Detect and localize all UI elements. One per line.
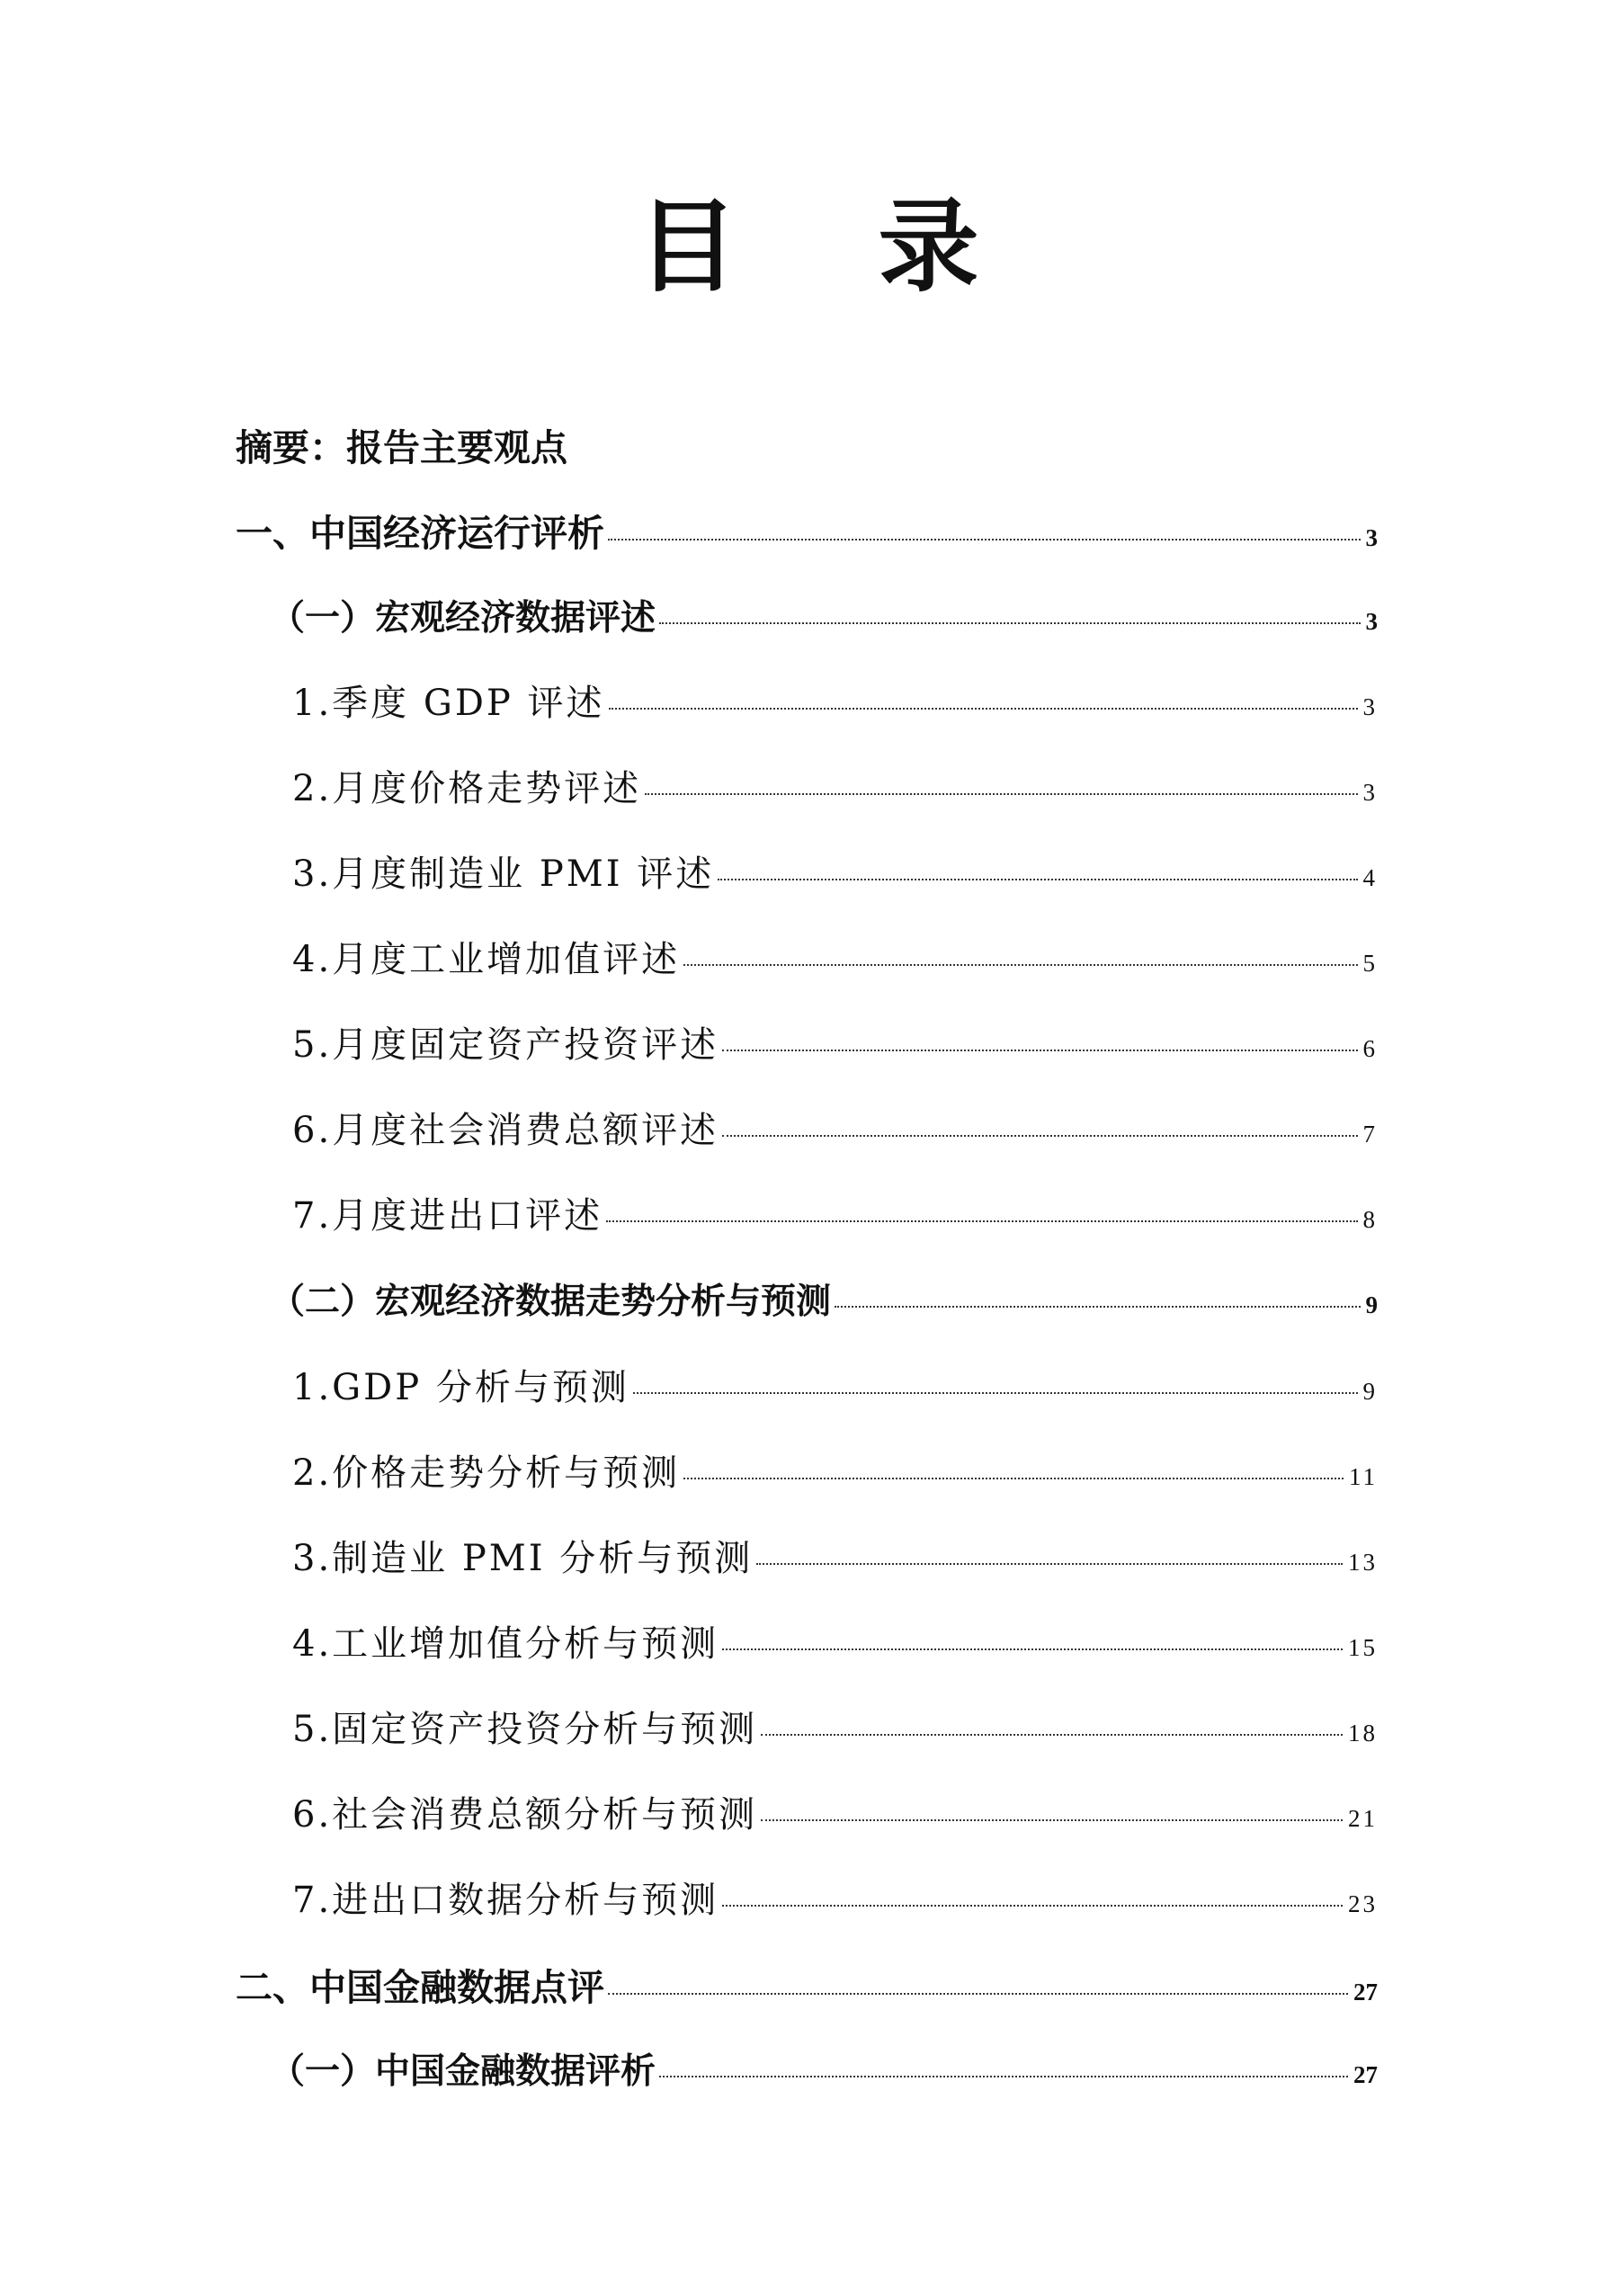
toc-page-number: 11	[1349, 1463, 1378, 1490]
toc-entry-label: 3.月度制造业 PMI 评述	[292, 853, 715, 895]
toc-entry[interactable]	[292, 1102, 1378, 1165]
toc-entry-label: （一）宏观经济数据评述	[270, 597, 656, 639]
toc-entry-label: 2.价格走势分析与预测	[292, 1452, 681, 1494]
toc-entry-summary[interactable]	[236, 418, 1378, 481]
toc-entry[interactable]	[236, 1958, 1378, 2021]
toc-entry[interactable]	[292, 1444, 1378, 1507]
toc-entry[interactable]	[292, 1615, 1378, 1678]
toc-page-number: 9	[1362, 1378, 1378, 1405]
toc-leader-dots	[659, 622, 1360, 624]
toc-leader-dots	[633, 1392, 1358, 1394]
toc-page-number: 15	[1348, 1634, 1378, 1661]
toc-leader-dots	[659, 2076, 1348, 2077]
toc-entry-label: 二、中国金融数据点评	[236, 1966, 604, 2009]
toc-page-number: 8	[1362, 1206, 1378, 1233]
toc-entry[interactable]	[292, 1187, 1378, 1250]
toc-entry-label: 6.月度社会消费总额评述	[292, 1110, 719, 1151]
toc-leader-dots	[835, 1306, 1360, 1308]
toc-leader-dots	[722, 1050, 1357, 1051]
toc-entry[interactable]	[292, 1872, 1378, 1934]
toc-page-number: 3	[1365, 608, 1378, 635]
toc-entry[interactable]	[292, 760, 1378, 823]
toc-leader-dots	[608, 539, 1361, 540]
toc-page-number: 7	[1362, 1121, 1378, 1148]
toc-entry[interactable]	[292, 675, 1378, 737]
toc-leader-dots	[608, 1993, 1348, 1995]
toc-entry[interactable]	[292, 1530, 1378, 1593]
toc-leader-dots	[756, 1563, 1343, 1565]
toc-entry-label: 5.月度固定资产投资评述	[292, 1024, 719, 1066]
toc-page-number: 27	[1353, 2061, 1378, 2088]
toc-page-number: 3	[1365, 524, 1378, 551]
toc-entry[interactable]	[292, 931, 1378, 994]
toc-entry-label: 4.工业增加值分析与预测	[292, 1623, 719, 1665]
toc-entry-label: （二）宏观经济数据走势分析与预测	[270, 1281, 832, 1322]
toc-entry[interactable]	[292, 1359, 1378, 1422]
toc-leader-dots	[683, 964, 1357, 966]
toc-page-number: 13	[1348, 1549, 1378, 1576]
table-of-contents	[0, 405, 1616, 2158]
toc-leader-dots	[722, 1648, 1343, 1650]
toc-entry[interactable]	[292, 1016, 1378, 1079]
toc-page-number: 9	[1365, 1291, 1378, 1318]
toc-entry[interactable]	[292, 1786, 1378, 1849]
toc-page-number: 18	[1348, 1720, 1378, 1747]
toc-leader-dots	[645, 793, 1357, 795]
toc-entry[interactable]	[292, 845, 1378, 908]
toc-page-number: 3	[1362, 779, 1378, 806]
toc-entry-label: 5.固定资产投资分析与预测	[292, 1709, 758, 1750]
toc-leader-dots	[609, 708, 1358, 710]
toc-leader-dots	[722, 1905, 1343, 1907]
toc-entry[interactable]	[270, 1273, 1378, 1336]
toc-entry-label: 一、中国经济运行评析	[236, 512, 604, 555]
page-title: 目 录	[637, 189, 979, 306]
toc-leader-dots	[606, 1220, 1357, 1222]
toc-page-number: 23	[1348, 1890, 1378, 1917]
toc-entry[interactable]	[236, 504, 1378, 567]
toc-entry[interactable]	[270, 590, 1378, 653]
toc-leader-dots	[718, 879, 1357, 880]
toc-entry[interactable]	[292, 1701, 1378, 1764]
toc-page-number: 5	[1362, 950, 1378, 977]
toc-entry[interactable]	[270, 2043, 1378, 2106]
toc-entry-label: 1.季度 GDP 评述	[292, 683, 605, 724]
toc-leader-dots	[683, 1478, 1344, 1479]
toc-entry-label: 7.月度进出口评述	[292, 1195, 603, 1237]
toc-leader-dots	[761, 1819, 1343, 1821]
toc-page-number: 21	[1348, 1805, 1378, 1832]
toc-entry-label: 4.月度工业增加值评述	[292, 939, 681, 980]
toc-entry-label: 2.月度价格走势评述	[292, 768, 642, 809]
toc-entry-label: 6.社会消费总额分析与预测	[292, 1794, 758, 1836]
toc-page-number: 3	[1362, 693, 1378, 720]
toc-page-number: 27	[1353, 1979, 1378, 2006]
toc-entry-label: 3.制造业 PMI 分析与预测	[292, 1538, 754, 1579]
toc-page-number: 6	[1362, 1035, 1378, 1062]
toc-leader-dots	[722, 1135, 1357, 1137]
toc-entry-label: 摘要：报告主要观点	[236, 426, 567, 469]
toc-entry-label: 1.GDP 分析与预测	[292, 1367, 629, 1408]
toc-entry-label: 7.进出口数据分析与预测	[292, 1880, 719, 1921]
toc-entry-label: （一）中国金融数据评析	[270, 2050, 656, 2092]
toc-leader-dots	[761, 1734, 1343, 1736]
toc-page-number: 4	[1362, 864, 1378, 891]
